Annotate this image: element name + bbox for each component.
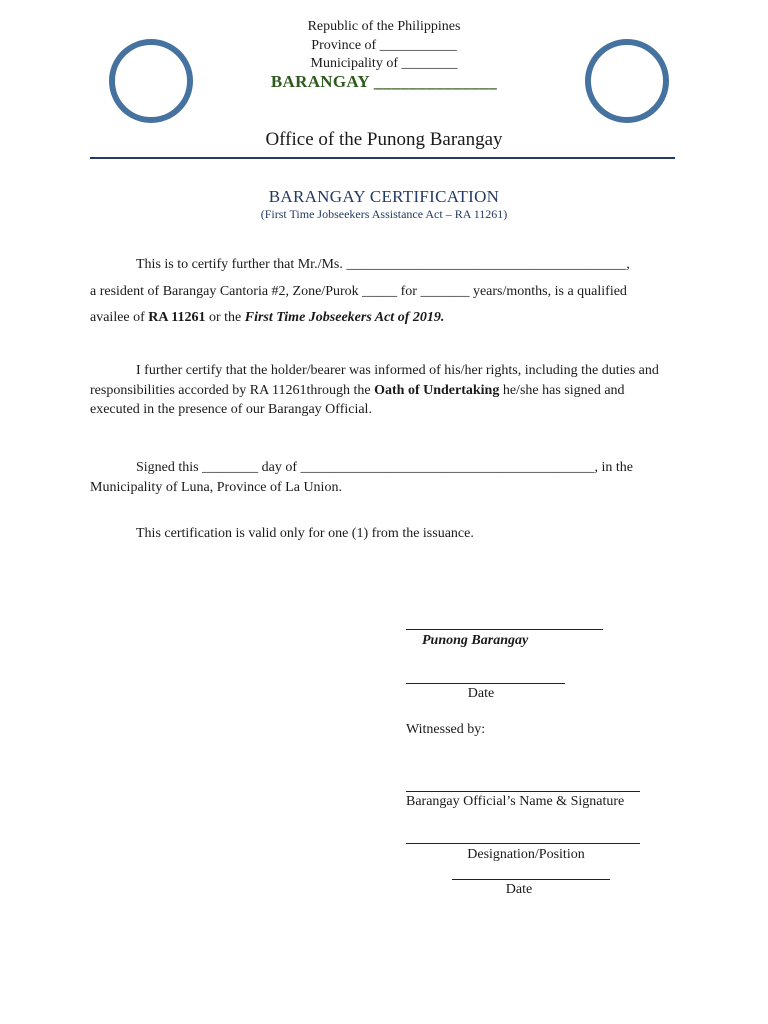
certification-subtitle: (First Time Jobseekers Assistance Act – RA 11261): [260, 207, 508, 221]
header-municipality: Municipality of ________: [310, 56, 458, 71]
oath-of-undertaking: Oath of Undertaking: [374, 382, 500, 398]
official-name-label: Barangay Official’s Name & Signature: [406, 794, 625, 809]
header-barangay: [0, 73, 768, 93]
date-label-2: Date: [505, 882, 533, 897]
date-label-1: Date: [467, 686, 495, 701]
paragraph-2: [90, 361, 675, 420]
certification-title: BARANGAY CERTIFICATION: [268, 187, 500, 206]
p2-text-b: he/she has signed and executed in the presence of our Barangay Official.: [90, 382, 625, 417]
act-name: First Time Jobseekers Act of 2019.: [244, 310, 445, 325]
barangay-label: BARANGAY ______________: [270, 72, 498, 91]
p1-line3-b: or the: [205, 310, 245, 325]
ra-number: RA 11261: [148, 310, 206, 325]
punong-barangay-label: Punong Barangay: [422, 633, 529, 648]
paragraph-1: [90, 252, 675, 332]
header-republic: Republic of the Philippines: [307, 19, 461, 34]
header-province: Province of ___________: [311, 38, 457, 53]
date-line-1: [406, 683, 565, 684]
office-title: Office of the Punong Barangay: [265, 129, 503, 150]
witnessed-by-label: Witnessed by:: [406, 722, 486, 737]
header-divider: [90, 157, 675, 159]
paragraph-4: This certification is valid only for one (1) from the issuance.: [136, 526, 474, 541]
p1-line3-a: availee of: [90, 310, 149, 325]
p1-line-2: a resident of Barangay Cantoria #2, Zone/Purok _____ for _______ years/months, is a qualified: [90, 283, 627, 299]
p1-line-3: [90, 305, 675, 332]
paragraph-3: Signed this ________ day of __________________________________________, in the Municipality of Luna, Province of La Union.: [90, 460, 633, 495]
date-line-2: [452, 879, 610, 880]
designation-label: Designation/Position: [467, 847, 585, 862]
official-signature-line: [406, 791, 640, 792]
punong-signature-line: [406, 629, 603, 630]
designation-line: [406, 843, 640, 844]
p2-text-a: I further certify that the holder/bearer was informed of his/her rights, including the duties and responsibilities accorded by RA 11261through the: [90, 363, 659, 398]
p1-line-1: This is to certify further that Mr./Ms. ________________________________________,: [136, 257, 630, 272]
